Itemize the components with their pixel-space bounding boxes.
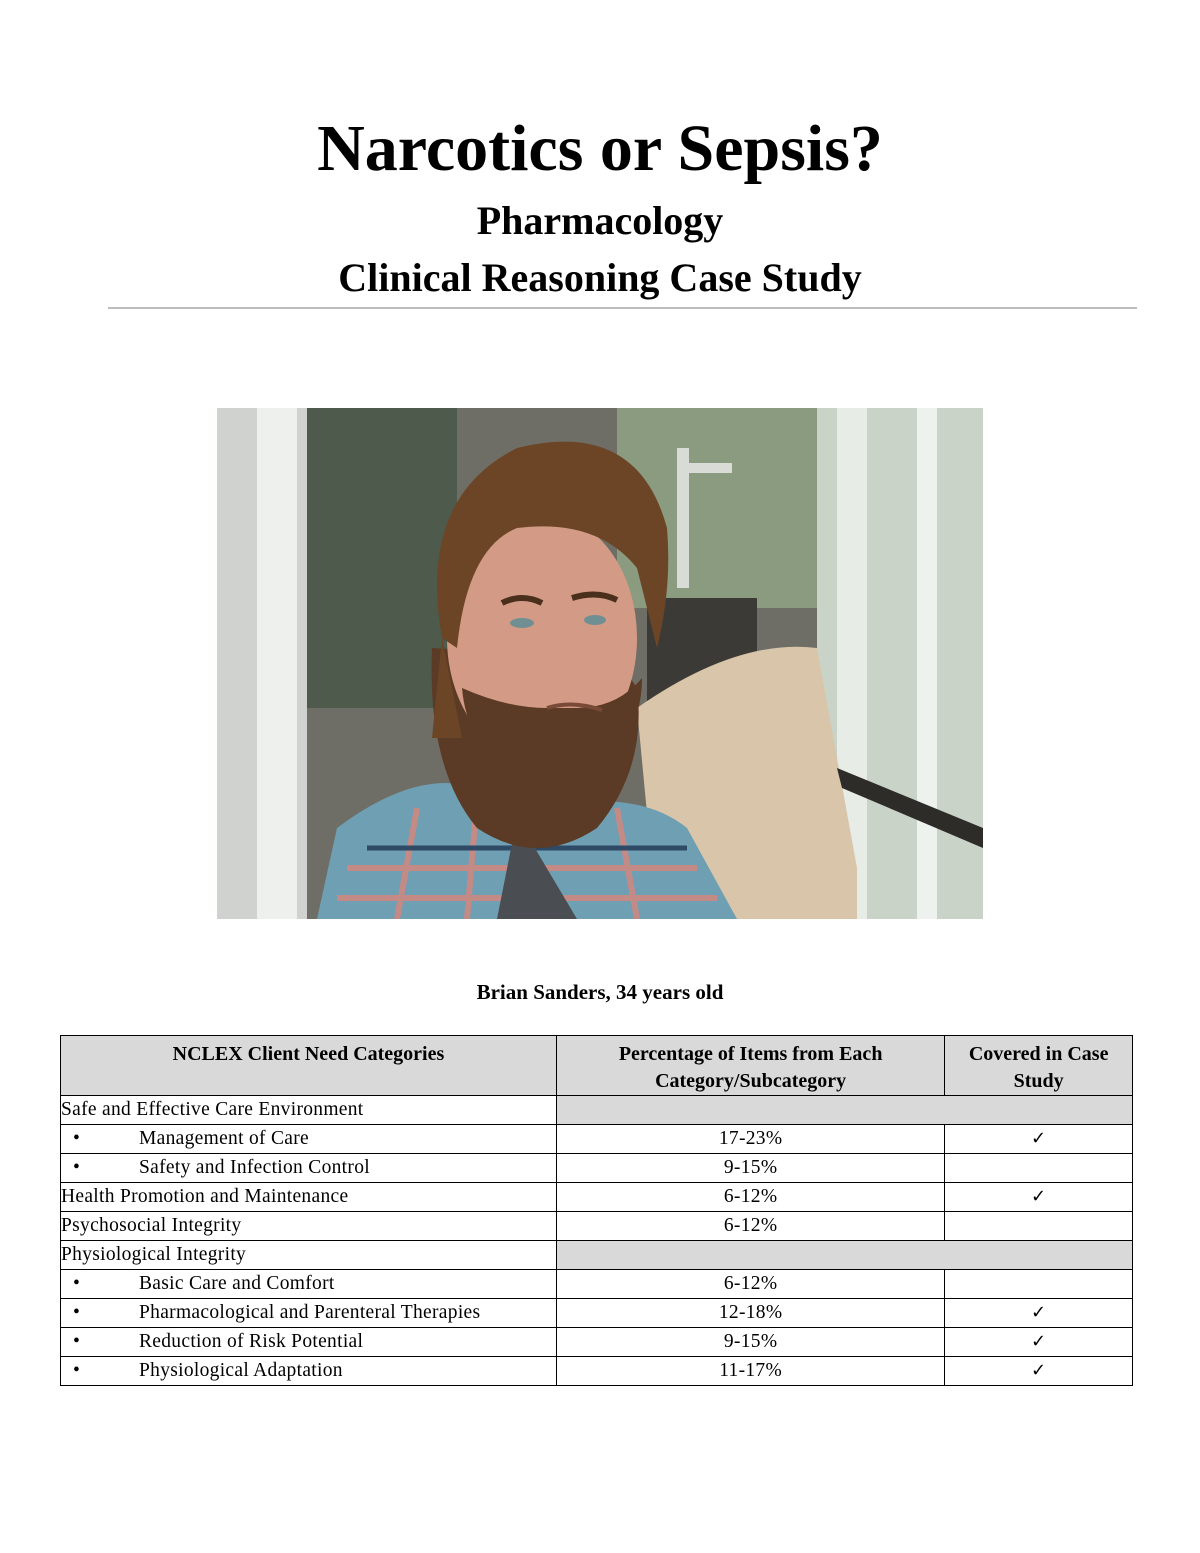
row-label: Pharmacological and Parenteral Therapies [139,1302,481,1323]
row-label-cell [61,1154,557,1183]
table-row [61,1125,1133,1154]
row-label: Health Promotion and Maintenance [61,1183,557,1212]
document-subtitle: Pharmacology [476,198,724,243]
row-check: ✓ [945,1328,1133,1357]
row-percent: 11-17% [556,1357,944,1386]
row-label: Physiological Adaptation [139,1360,343,1381]
row-percent: 12-18% [556,1299,944,1328]
header-categories: NCLEX Client Need Categories [61,1036,557,1096]
row-label-cell [61,1270,557,1299]
table-row [61,1270,1133,1299]
row-check: ✓ [945,1183,1133,1212]
bullet: • [73,1302,81,1323]
table-row [61,1328,1133,1357]
row-percent: 9-15% [556,1154,944,1183]
row-check [945,1154,1133,1183]
table-row [61,1183,1133,1212]
title-divider [108,307,1137,309]
row-percent: 6-12% [556,1183,944,1212]
table-row [61,1357,1133,1386]
document-subtitle-2: Clinical Reasoning Case Study [338,255,862,300]
patient-caption: Brian Sanders, 34 years old [476,980,724,1004]
row-check: ✓ [945,1299,1133,1328]
row-check: ✓ [945,1357,1133,1386]
table-row [61,1212,1133,1241]
row-label: Safety and Infection Control [139,1157,370,1178]
row-label: Safe and Effective Care Environment [61,1096,557,1125]
header-covered: Covered in Case Study [945,1036,1133,1096]
header-percentage: Percentage of Items from Each Category/Subcategory [556,1036,944,1096]
row-label: Reduction of Risk Potential [139,1331,364,1352]
row-check [945,1212,1133,1241]
row-percent: 6-12% [556,1270,944,1299]
bullet: • [73,1273,81,1294]
table-row [61,1154,1133,1183]
row-shaded-cell [556,1096,1132,1125]
document-title: Narcotics or Sepsis? [317,112,883,185]
row-label-cell [61,1125,557,1154]
bullet: • [73,1331,81,1352]
row-percent: 6-12% [556,1212,944,1241]
row-label: Psychosocial Integrity [61,1212,557,1241]
bullet: • [73,1128,81,1149]
table-row [61,1299,1133,1328]
patient-photo [217,408,983,919]
row-label: Management of Care [139,1128,309,1149]
row-shaded-cell [556,1241,1132,1270]
row-percent: 9-15% [556,1328,944,1357]
row-label: Basic Care and Comfort [139,1273,335,1294]
row-label: Physiological Integrity [61,1241,557,1270]
nclex-categories-table [60,1035,1133,1386]
table-row [61,1241,1133,1270]
row-percent: 17-23% [556,1125,944,1154]
table-row [61,1096,1133,1125]
table-header-row [61,1036,1133,1096]
bullet: • [73,1360,81,1381]
row-check: ✓ [945,1125,1133,1154]
row-check [945,1270,1133,1299]
row-label-cell [61,1299,557,1328]
row-label-cell [61,1357,557,1386]
bullet: • [73,1157,81,1178]
row-label-cell [61,1328,557,1357]
